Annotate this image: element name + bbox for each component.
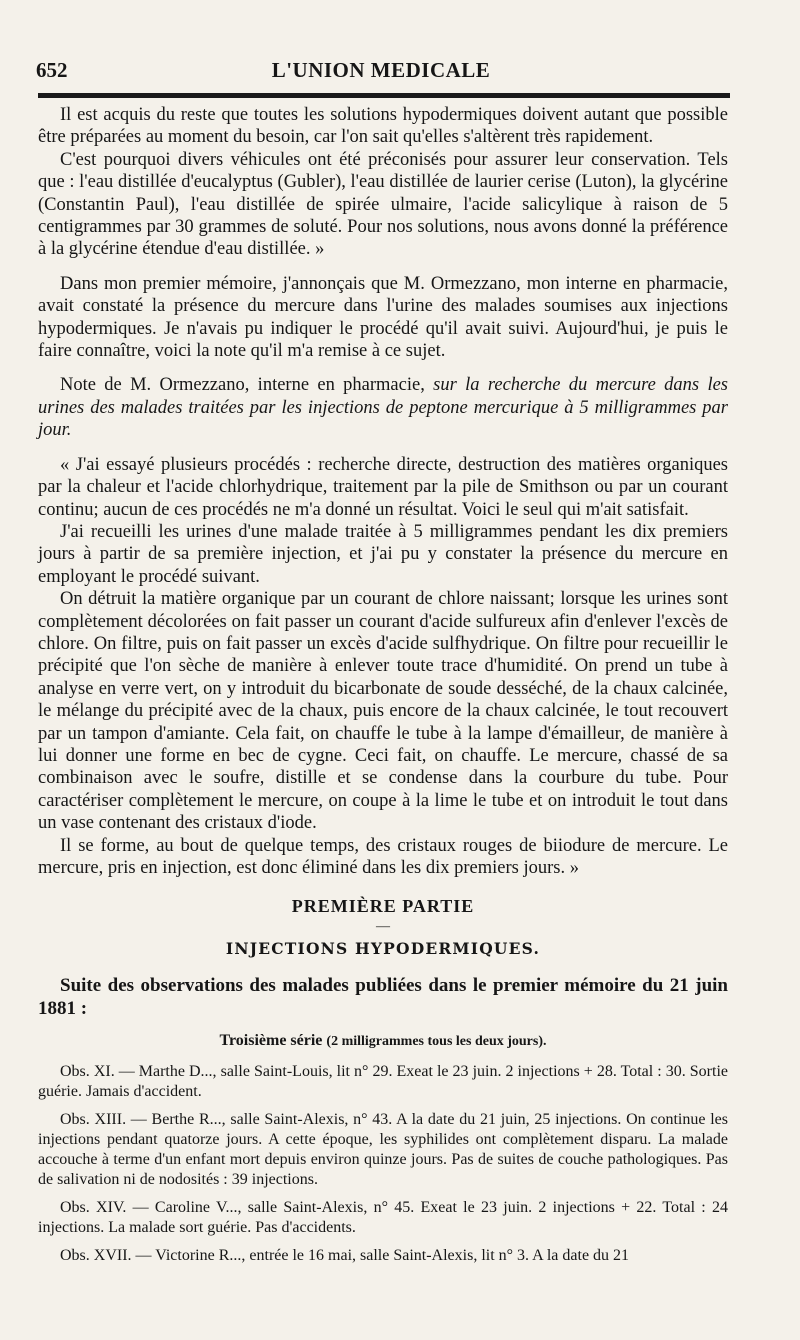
page-number: 652 (36, 58, 68, 82)
header-rule (38, 93, 730, 98)
running-header (36, 58, 726, 88)
section-dash: — (376, 918, 390, 934)
observation-entry: Obs. XI. — Marthe D..., salle Saint-Louis, lit n° 29. Exeat le 23 juin. 2 injections + 28. Total : 30. Sortie guérie. Jamais d'accident. (38, 1062, 728, 1100)
paragraph: J'ai recueilli les urines d'une malade traitée à 5 milligrammes pendant les dix premiers jours à partir de sa première injection, et j'ai pu y constater la présence du mercure en employant le procédé suivant. (38, 521, 728, 587)
article-body (38, 104, 728, 1266)
observation-entry: Obs. XVII. — Victorine R..., entrée le 16 mai, salle Saint-Alexis, lit n° 3. A la date du 21 (60, 1246, 630, 1264)
observation-entry: Obs. XIV. — Caroline V..., salle Saint-Alexis, n° 45. Exeat le 23 juin. 2 injections + 22. Total : 24 injections. La malade sort guérie. Pas d'accidents. (38, 1198, 728, 1236)
journal-title: L'UNION MEDICALE (271, 58, 491, 82)
note-lead: Note de M. Ormezzano, interne en pharmacie, (60, 375, 425, 396)
note-title-italic: sur la recherche du mercure dans les urines des malades traitées par les injections de peptone mercurique à 5 milligrammes par jour. (38, 375, 729, 441)
series-note: (2 milligrammes tous les deux jours). (326, 1034, 547, 1050)
paragraph (38, 374, 728, 441)
paragraph: « J'ai essayé plusieurs procédés : recherche directe, destruction des matières organiques par la chaleur et l'acide chlorhydrique, traitement par la pile de Smithson ou par un courant continu; aucun de ces procédés ne m'a donné un résultat. Voici le seul qui m'ait satisfait. (38, 454, 728, 520)
suite-heading: Suite des observations des malades publiées dans le premier mémoire du 21 juin 1881 : (38, 975, 728, 1020)
section-title: PREMIÈRE PARTIE (291, 896, 475, 917)
paragraph: Dans mon premier mémoire, j'annonçais que M. Ormezzano, mon interne en pharmacie, avait constaté la présence du mercure dans l'urine des malades soumises aux injections hypodermiques. Je n'avais pu indiquer le procédé qu'il avait suivi. Aujourd'hui, je puis le faire connaître, voici la note qu'il m'a remise à ce sujet. (38, 273, 728, 362)
paragraph: C'est pourquoi divers véhicules ont été préconisés pour assurer leur conservation. Tels que : l'eau distillée d'eucalyptus (Gubler), l'eau distillée de laurier cerise (Luton), la glycérine (Constantin Paul), l'eau distillée de spirée ulmaire, l'acide salicylique à raison de 5 centigrammes par 30 grammes de soluté. Pour nos solutions, nous avons donné la préférence à la glycérine étendue d'eau distillée. » (38, 149, 728, 260)
paragraph: Il est acquis du reste que toutes les solutions hypodermiques doivent autant que possible être préparées au moment du besoin, car l'on sait qu'elles s'altèrent très rapidement. (38, 105, 728, 148)
subsection-title: INJECTIONS HYPODERMIQUES. (225, 938, 541, 958)
series-title: Troisième série (219, 1032, 323, 1050)
series-heading (38, 1030, 728, 1053)
paragraph: Il se forme, au bout de quelque temps, des cristaux rouges de biiodure de mercure. Le mercure, pris en injection, est donc éliminé dans les dix premiers jours. » (38, 835, 728, 878)
paragraph: On détruit la matière organique par un courant de chlore naissant; lorsque les urines sont complètement décolorées on fait passer un courant d'acide sulfureux afin d'enlever l'excès de chlore. On filtre, puis on fait passer un excès d'acide sulfhydrique. On filtre pour recueillir le précipité que l'on sèche de manière à enlever toute trace d'humidité. On prend un tube à analyse en verre vert, on y introduit du bicarbonate de soude desséché, de la chaux calcinée, le mélange du précipité avec de la chaux, puis encore de la chaux calcinée, le tout recouvert par un tampon d'amiante. Cela fait, on chauffe le tube à la lampe d'émailleur, de manière à lui donner une forme en bec de cygne. Ceci fait, on chauffe. Le mercure, chassé de sa combinaison avec le soufre, distille et se condense dans la courbure du tube. Pour caractériser complètement le mercure, on coupe à la lime le tube et on introduit le tout dans un vase contenant des cristaux d'iode. (38, 589, 728, 834)
observation-entry: Obs. XIII. — Berthe R..., salle Saint-Alexis, n° 43. A la date du 21 juin, 25 injections. On continue les injections pendant quatorze jours. A cette époque, les syphilides ont complètement disparu. La malade accouche à terme d'un enfant mort depuis environ quinze jours. Pas de suites de couche pathologiques. Pas de salivation ni de nodosités : 39 injections. (38, 1110, 728, 1188)
